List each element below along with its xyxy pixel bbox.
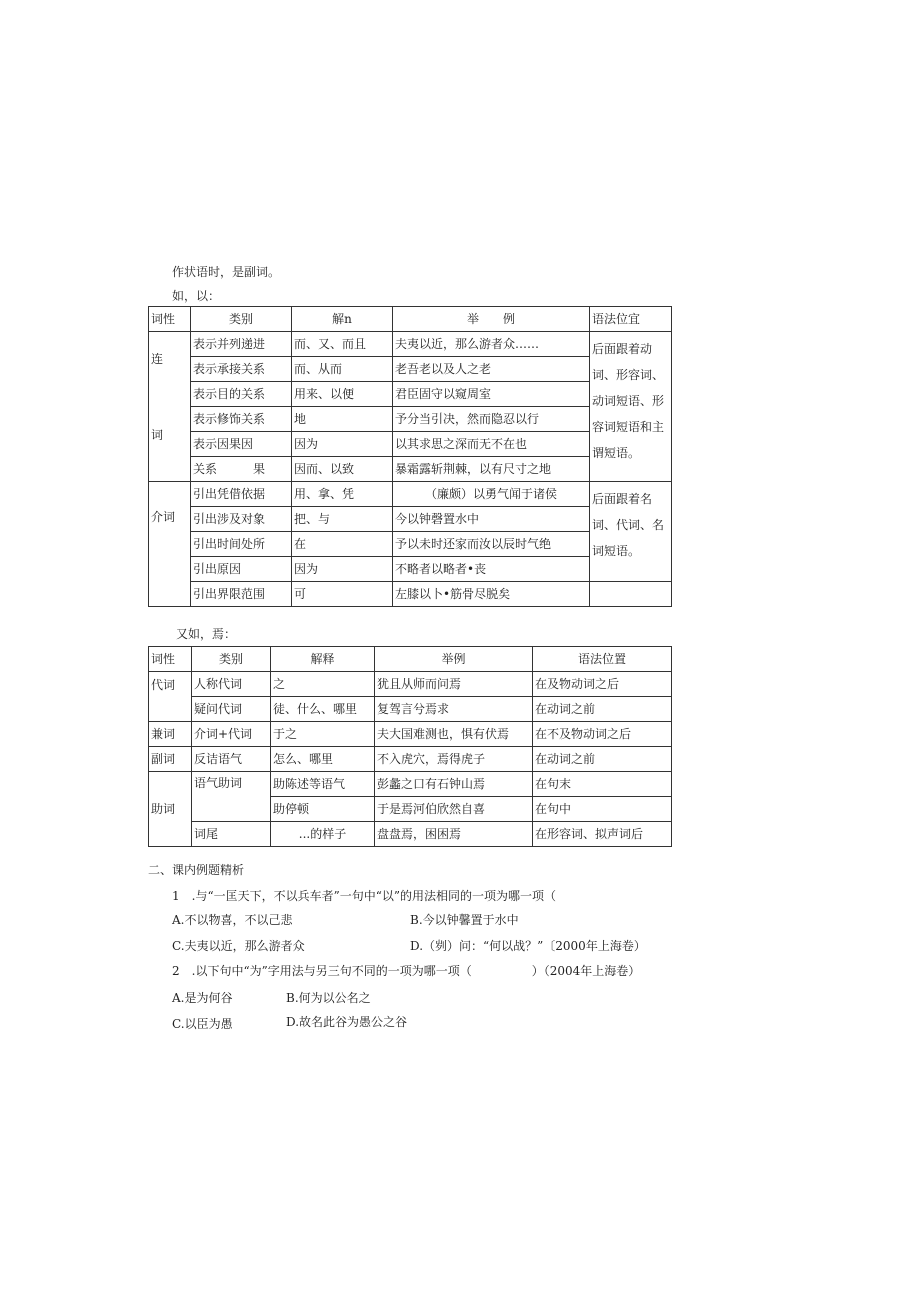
category-cell: 引出涉及对象 (191, 507, 292, 532)
header-cell: 语法位置 (533, 647, 672, 672)
header-cell: 举 例 (393, 307, 590, 332)
example-cell: 复驾言兮焉求 (375, 697, 533, 722)
category-cell: 引出时间处所 (191, 532, 292, 557)
grammar-cell: 在形容词、拟声词后 (533, 822, 672, 847)
meaning-cell: 之 (271, 672, 375, 697)
example-cell: 于是焉河伯欣然自喜 (375, 797, 533, 822)
category-cell: 表示并列递进 (191, 332, 292, 357)
pos-cell: 副词 (149, 747, 192, 772)
meaning-cell: 因为 (292, 557, 393, 582)
category-cell: 词尾 (192, 822, 271, 847)
category-cell: 引出界限范围 (191, 582, 292, 607)
example-cell: 老吾老以及人之老 (393, 357, 590, 382)
category-cell: 关系 果 (191, 457, 292, 482)
intro-line-1: 作状语时，是副词。 (172, 265, 281, 279)
example-cell: 予分当引决，然而隐忍以行 (393, 407, 590, 432)
question-2-option-b: B.何为以公名之 (286, 991, 371, 1005)
section-title: 二、课内例题精析 (148, 863, 245, 877)
meaning-cell: 而、又、而且 (292, 332, 393, 357)
question-2-option-d: D.故名此谷为愚公之谷 (286, 1015, 408, 1029)
question-1-option-c: C.夫夷以近，那么游者众 (172, 939, 305, 953)
table-row (149, 747, 672, 772)
category-cell: 表示承接关系 (191, 357, 292, 382)
intro-line-2: 如，以： (172, 289, 221, 303)
meaning-cell: 怎么、哪里 (271, 747, 375, 772)
category-cell: 表示因果因 (191, 432, 292, 457)
question-2-stem: 2 .以下句中“为”字用法与另三句不同的一项为哪一项（ ）（2004年上海卷） (172, 964, 641, 978)
example-cell: 暴霜露斩荆棘，以有尺寸之地 (393, 457, 590, 482)
meaning-cell: 因为 (292, 432, 393, 457)
example-cell: 君臣固守以窥周室 (393, 382, 590, 407)
table-row (149, 482, 672, 507)
meaning-cell: 在 (292, 532, 393, 557)
meaning-cell: 助陈述等语气 (271, 772, 375, 797)
pos-cell: 代词 (149, 672, 192, 722)
meaning-cell: ...的样子 (271, 822, 375, 847)
table-header-row (149, 307, 672, 332)
grammar-cell: 在不及物动词之后 (533, 722, 672, 747)
category-cell: 表示目的关系 (191, 382, 292, 407)
header-cell: 解n (292, 307, 393, 332)
empty-cell (590, 582, 672, 607)
example-cell: 犹且从师而问焉 (375, 672, 533, 697)
pos-cell: 兼词 (149, 722, 192, 747)
header-cell: 解释 (271, 647, 375, 672)
grammar-cell: 在动词之前 (533, 697, 672, 722)
pos-cell: 助词 (149, 772, 192, 847)
table-yan (148, 646, 672, 847)
table-row (149, 772, 672, 797)
table-row (149, 822, 672, 847)
table-row (149, 672, 672, 697)
header-cell: 举例 (375, 647, 533, 672)
pos-cell (149, 482, 191, 607)
grammar-cell: 后面跟着名词、代词、名词短语。 (590, 482, 672, 582)
header-cell: 词性 (149, 647, 192, 672)
grammar-cell: 在动词之前 (533, 747, 672, 772)
example-cell: 夫大国难测也，惧有伏焉 (375, 722, 533, 747)
table-row (149, 722, 672, 747)
table-row (149, 332, 672, 357)
header-cell: 类别 (191, 307, 292, 332)
pos-char: 词 (151, 428, 164, 442)
pos-char: 介词 (151, 510, 176, 524)
meaning-cell: 用、拿、凭 (292, 482, 393, 507)
question-2-option-c: C.以臣为愚 (172, 1017, 233, 1031)
meaning-cell: 助停顿 (271, 797, 375, 822)
question-1-option-d: D.（刿）问：“何以战？”〔2000年上海卷） (410, 939, 646, 953)
example-cell: 不略者以略者•丧 (393, 557, 590, 582)
grammar-cell: 后面跟着动词、形容词、动词短语、形容词短语和主谓短语。 (590, 332, 672, 482)
category-cell: 介词+代词 (192, 722, 271, 747)
table-row (149, 582, 672, 607)
question-1-option-b: B.今以钟馨置于水中 (410, 913, 519, 927)
category-cell: 疑问代词 (192, 697, 271, 722)
category-cell: 引出凭借依据 (191, 482, 292, 507)
pos-char: 连 (151, 352, 164, 366)
meaning-cell: 地 (292, 407, 393, 432)
example-cell: （廉颇）以勇气闻于诸侯 (393, 482, 590, 507)
table-row (149, 697, 672, 722)
intro-line-3: 又如，焉： (176, 627, 237, 641)
question-1-option-a: A.不以物喜，不以己悲 (172, 913, 293, 927)
grammar-cell: 在句末 (533, 772, 672, 797)
example-cell: 盘盘焉，困困焉 (375, 822, 533, 847)
meaning-cell: 可 (292, 582, 393, 607)
meaning-cell: 徒、什么、哪里 (271, 697, 375, 722)
grammar-cell: 在及物动词之后 (533, 672, 672, 697)
category-cell: 语气助词 (192, 772, 271, 822)
meaning-cell: 用来、以便 (292, 382, 393, 407)
table-yi (148, 306, 672, 607)
example-cell: 夫夷以近，那么游者众…… (393, 332, 590, 357)
table-header-row (149, 647, 672, 672)
header-cell: 类别 (192, 647, 271, 672)
example-cell: 左膝以卜•筋骨尽脱矣 (393, 582, 590, 607)
category-cell: 表示修饰关系 (191, 407, 292, 432)
header-cell: 语法位宜 (590, 307, 672, 332)
example-cell: 今以钟磬置水中 (393, 507, 590, 532)
grammar-cell: 在句中 (533, 797, 672, 822)
category-cell: 引出原因 (191, 557, 292, 582)
example-cell: 不入虎穴，焉得虎子 (375, 747, 533, 772)
meaning-cell: 而、从而 (292, 357, 393, 382)
question-2-option-a: A.是为何谷 (172, 991, 233, 1005)
example-cell: 以其求思之深而无不在也 (393, 432, 590, 457)
question-1-stem: 1 .与“一匡天下，不以兵车者”一句中“以”的用法相同的一项为哪一项（ (172, 889, 556, 903)
meaning-cell: 把、与 (292, 507, 393, 532)
example-cell: 彭蠡之口有石钟山焉 (375, 772, 533, 797)
meaning-cell: 于之 (271, 722, 375, 747)
meaning-cell: 因而、以致 (292, 457, 393, 482)
header-cell: 词性 (149, 307, 191, 332)
pos-cell (149, 332, 191, 482)
example-cell: 予以未时还家而汝以辰时气绝 (393, 532, 590, 557)
category-cell: 人称代词 (192, 672, 271, 697)
category-cell: 反诘语气 (192, 747, 271, 772)
